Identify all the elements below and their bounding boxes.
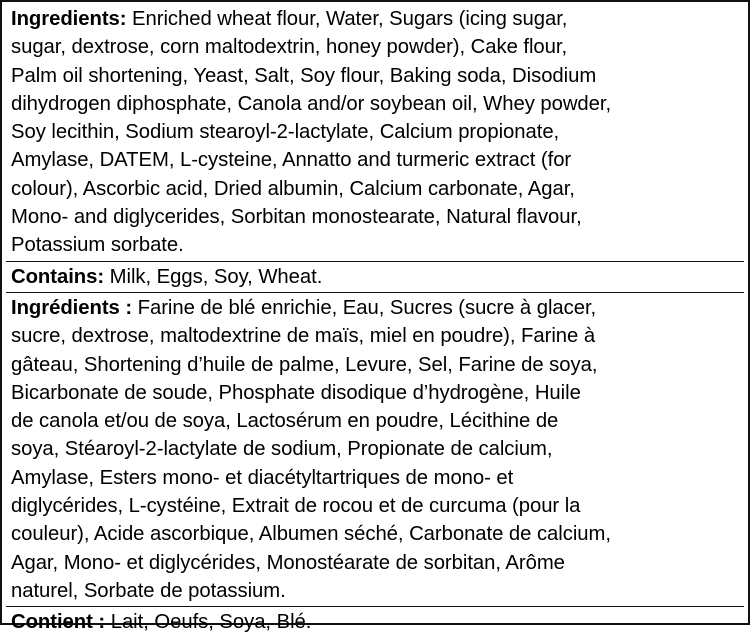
english-ingredients <box>11 5 742 260</box>
french-ingredients-line: Bicarbonate de soude, Phosphate disodique d’hydrogène, Huile <box>11 381 581 404</box>
french-ingredients-line: gâteau, Shortening d’huile de palme, Levure, Sel, Farine de soya, <box>11 353 598 376</box>
french-ingredients-line: Agar, Mono- et diglycérides, Monostéarate de sorbitan, Arôme <box>11 551 565 574</box>
english-ingredients-line: Mono- and diglycerides, Sorbitan monostearate, Natural flavour, <box>11 206 582 229</box>
english-ingredients-line-1: Ingredients: Enriched wheat flour, Water, Sugars (icing sugar, <box>11 8 568 30</box>
english-ingredients-line: Amylase, DATEM, L-cysteine, Annatto and turmeric extract (for <box>11 149 572 172</box>
english-ingredients-line: dihydrogen diphosphate, Canola and/or soybean oil, Whey powder, <box>11 92 612 115</box>
french-ingredients-line-1: Ingrédients : Farine de blé enrichie, Eau, Sucres (sucre à glacer, <box>11 296 597 319</box>
french-ingredients-line: naturel, Sorbate de potassium. <box>11 579 286 602</box>
french-contains-heading: Contient : <box>11 611 106 634</box>
french-ingredients-heading: Ingrédients : <box>11 296 133 319</box>
divider <box>6 261 744 262</box>
french-ingredients-line: couleur), Acide ascorbique, Albumen séché, Carbonate de calcium, <box>11 523 611 546</box>
english-contains-line: Contains: Milk, Eggs, Soy, Wheat. <box>11 265 323 288</box>
french-ingredients-line: soya, Stéaroyl-2-lactylate de sodium, Propionate de calcium, <box>11 438 553 461</box>
french-ingredients-line: sucre, dextrose, maltodextrine de maïs, miel en poudre), Farine à <box>11 325 596 348</box>
english-ingredients-line: Palm oil shortening, Yeast, Salt, Soy flour, Baking soda, Disodium <box>11 64 597 87</box>
french-ingredients-line: diglycérides, L-cystéine, Extrait de rocou et de curcuma (pour la <box>11 495 581 518</box>
english-ingredients-heading: Ingredients: <box>11 8 127 30</box>
english-ingredients-line: sugar, dextrose, corn maltodextrin, honey powder), Cake flour, <box>11 36 568 59</box>
divider <box>6 292 744 293</box>
french-allergens <box>11 608 742 636</box>
divider <box>6 606 744 607</box>
english-ingredients-line: Potassium sorbate. <box>11 234 184 257</box>
french-ingredients-line: Amylase, Esters mono- et diacétyltartriques de mono- et <box>11 466 514 489</box>
english-ingredients-line: Soy lecithin, Sodium stearoyl-2-lactylate, Calcium propionate, <box>11 121 560 144</box>
english-allergens <box>11 263 742 291</box>
french-ingredients-line: de canola et/ou de soya, Lactosérum en poudre, Lécithine de <box>11 410 559 433</box>
english-ingredients-line: colour), Ascorbic acid, Dried albumin, Calcium carbonate, Agar, <box>11 177 575 200</box>
english-contains-heading: Contains: <box>11 265 105 288</box>
french-contains-line: Contient : Lait, Oeufs, Soya, Blé. <box>11 611 312 634</box>
french-ingredients <box>11 294 742 605</box>
